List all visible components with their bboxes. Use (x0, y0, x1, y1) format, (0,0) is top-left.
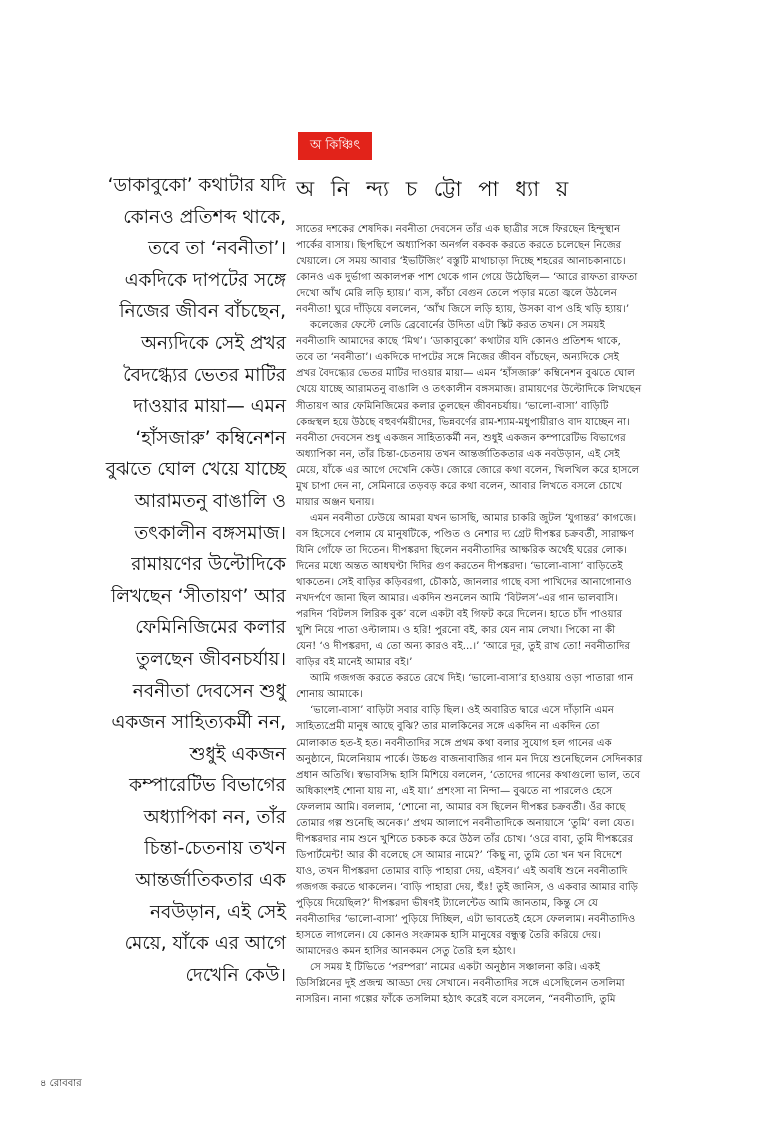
article-line: যিনি গোঁফে তা দিতেন। দীপঙ্করদা ছিলেন নবনীতাদির আক্ষরিক অর্থেই ঘরের লোক। (296, 544, 627, 556)
article-line: যেন! ‘ও দীপঙ্করদা, এ তো অন্য কারও বই...।’ ‘আরে দূর, তুই রাখ তো! নবনীতাদির (296, 641, 631, 653)
article-line: গজগজ করতে থাকলেন। ‘বাড়ি পাহারা দেয়, হুঁঃ! তুই জানিস, ও একবার আমার বাড়ি (296, 881, 639, 893)
pull-quote-line: একজন সাহিত্যকর্মী নন, (111, 712, 286, 734)
article-line: নবনীতাদির ‘ভালো-বাসা’ পুড়িয়ে দিচ্ছিল, এটা ভাবতেই হেসে ফেললাম। নবনীতাদিও (296, 914, 636, 926)
article-paragraph (296, 318, 714, 511)
article-line: এমন নবনীতা ঢেউয়ে আমরা যখন ভাসছি, আমার চাকরি জুটল ‘যুগান্তর’ কাগজে। (310, 512, 637, 524)
pull-quote-line: চিন্তা-চেতনায় তখন (144, 838, 286, 860)
article-paragraph (296, 703, 714, 960)
article-line: মায়ার অঞ্জন ঘনায়। (296, 496, 375, 508)
article-line: কোনও এক দুর্ভাগা অকালপক্ব পাশ থেকে গান গেয়ে উঠেছিল— ‘আরে রাফতা রাফতা (296, 272, 638, 284)
pull-quote-line: অন্যদিকে সেই প্রখর (140, 332, 286, 354)
section-tag: অ কিঞ্চিৎ (298, 132, 372, 160)
article-line: নাসরিন। নানা গল্পের ফাঁকে তসলিমা হঠাৎ করেই বলে বসলেন, “নবনীতাদি, তুমি (296, 994, 616, 1006)
article-line: কেন্দ্রস্থল হয়ে উঠছে বহুবর্ণময়ীদের, ভিন্নবর্ণের রাম-শ্যাম-মধুপায়ীরাও বাদ যাচ্ছেন না। (296, 416, 630, 428)
article-line: মুখ চাপা দেন না, সেমিনারে তড়বড় করে কথা বলেন, আবার লিখতে বসলে চোখে (296, 480, 623, 492)
article-line: ডিপার্টমেন্ট! আর কী বলেছে সে আমার নামে?’ ‘কিছু না, তুমি তো খন খন বিদেশে (296, 849, 622, 861)
article-line: সীতায়ণ আর ফেমিনিজিমের কলার তুলছেন জীবনচর্যায়। ‘ভালো-বাসা’ বাড়িটি (296, 400, 609, 412)
pull-quote-line: তবে তা ‘নবনীতা’। (148, 238, 286, 260)
pull-quote-line: দেখেনি কেউ। (185, 964, 286, 986)
article-line: কলেজের ফেস্টে লেডি ব্রেবোর্নের উদিতা এটা স্কিট করত তখন। সে সময়ই (310, 320, 605, 332)
article-line: ডিসিপ্লিনের দুই প্রজন্ম আড্ডা দেয় সেখানে। নবনীতাদির সঙ্গে এসেছিলেন তসলিমা (296, 978, 625, 990)
article-paragraph (296, 222, 714, 318)
pull-quote-line: ‘ডাকাবুকো’ কথাটার যদি (107, 175, 286, 196)
article-line: অধিকাংশই শোনা যায় না, এই যা।’ প্রশংসা না নিন্দা— বুঝতে না পারলেও হেসে (296, 785, 613, 797)
article-line: পার্কের বাসায়। ছিপছিপে অধ্যাপিকা অনর্গল বকবক করতে করতে চলেছেন নিজের (296, 240, 622, 252)
article-line: আমাদেরও কমন হাসির আনকমন সেতু তৈরি হল হঠাৎ। (296, 946, 516, 958)
pull-quote (40, 170, 286, 991)
pull-quote-line: বুঝতে ঘোল খেয়ে যাচ্ছে (105, 459, 286, 481)
pull-quote-line: ফেমিনিজিমের কলার (135, 617, 286, 639)
article-line: দিনের মধ্যে অন্তত আধঘণ্টা দিদির গুণ করতেন দীপঙ্করদা। ‘ভালো-বাসা’ বাড়িতেই (296, 560, 623, 572)
article-line: পরদিন ‘বিটলস লিরিক বুক’ বলে একটা বই গিফট করে দিলেন। হাতে চাঁদ পাওয়ার (296, 609, 623, 621)
article-line: নখদর্পণে জানা ছিল আমার। একদিন শুনলেন আমি ‘বিটলস’-এর গান ভালবাসি। (296, 593, 618, 605)
article-line: দীপঙ্করদার নাম শুনে খুশিতে চকচক করে উঠল তাঁর চোখ। ‘ওরে বাবা, তুমি দীপঙ্করের (296, 833, 634, 845)
article-line: পুড়িয়ে দিয়েছিল?’ দীপঙ্করদা ভীষণই ট্যালেন্টেড আমি জানতাম, কিন্তু সে যে (296, 897, 598, 909)
pull-quote-line: একদিকে দাপটের সঙ্গে (124, 269, 286, 291)
article-line: ফেললাম আমি। বললাম, ‘শোনো না, আমার বস ছিলেন দীপঙ্কর চক্রবর্তী। ওঁর কাছে (296, 801, 626, 813)
pull-quote-line: রামায়ণের উল্টোদিকে (131, 554, 286, 576)
pull-quote-line: আরামতনু বাঙালি ও (134, 490, 286, 512)
article-line: দেখো আঁখ মেরি লড়ি হ্যায়।’ ব্যস, কাঁচা বেগুন তেলে পড়ার মতো জ্বলে উঠলেন (296, 288, 617, 300)
article-line: খুশি নিয়ে পাতা ওল্টালাম। ও হরি! পুরনো বই, কার যেন নাম লেখা। পিকো না কী (296, 625, 616, 637)
article-body (296, 222, 714, 1008)
article-line: সাতের দশকের শেষদিক। নবনীতা দেবসেন তাঁর এক ছাত্রীর সঙ্গে ফিরছেন হিন্দুস্থান (296, 224, 621, 235)
article-line: প্রখর বৈদগ্ধ্যের ভেতর মাটির দাওয়ার মায়া— এমন ‘হাঁসজারু’ কম্বিনেশন বুঝতে ঘোল (296, 368, 635, 380)
article-line: শোনায় আমাকে। (296, 689, 363, 701)
article-line: ‘ভালো-বাসা’ বাড়িটা সবার বাড়ি ছিল। ওই অবারিত দ্বারে এসে দাঁড়ানি এমন (310, 705, 614, 717)
pull-quote-line: তুলছেন জীবনচর্যায়। (136, 648, 286, 670)
pull-quote-line: মেয়ে, যাঁকে এর আগে (124, 933, 286, 955)
article-line: প্রধান অতিথি। স্বভাবসিদ্ধ হাসি মিশিয়ে বললেন, ‘তোদের গানের কথাগুলো ভাল, তবে (296, 769, 641, 781)
pull-quote-line: লিখছেন ‘সীতায়ণ’ আর (110, 585, 286, 607)
pull-quote-line: অধ্যাপিকা নন, তাঁর (143, 806, 286, 828)
article-line: সে সময় ই টিভিতে ‘পরম্পরা’ নামের একটা অনুষ্ঠান সঞ্চালনা করি। একই (310, 962, 601, 974)
article-paragraph (296, 511, 714, 671)
pull-quote-line: দাওয়ার মায়া— এমন (133, 396, 286, 418)
pull-quote-line: তৎকালীন বঙ্গসমাজ। (134, 522, 286, 544)
article-line: মেয়ে, যাঁকে এর আগে দেখেনি কেউ। জোরে জোরে কথা বলেন, খিলখিল করে হাসলে (296, 464, 640, 476)
article-line: হাসতে লাগলেন। যে কোনও সংক্রামক হাসি মানুষের বন্ধুত্ব তৈরি করিয়ে দেয়। (296, 930, 602, 942)
author-byline: অ নি ন্দ্য চ ট্টো পা ধ্যা য় (296, 177, 574, 201)
article-line: আমি গজগজ করতে করতে রেখে দিই। ‘ভালো-বাসা’র হাওয়ায় ওড়া পাতারা গান (310, 673, 634, 685)
pull-quote-line: আন্তর্জাতিকতার এক (135, 870, 286, 892)
article-line: অধ্যাপিকা নন, তাঁর চিন্তা-চেতনায় তখন আন্তর্জাতিকতার এক নবউড়ান, এই সেই (296, 448, 620, 460)
article-line: মোলাকাত হত-ই হত। নবনীতাদির সঙ্গে প্রথম কথা বলার সুযোগ হল গানের এক (296, 737, 612, 749)
pull-quote-line: নবউড়ান, এই সেই (149, 901, 286, 923)
pull-quote-line: নিজের জীবন বাঁচছেন, (119, 301, 286, 323)
pull-quote-line: কোনও প্রতিশব্দ থাকে, (123, 206, 286, 228)
pull-quote-line: বৈদগ্ধ্যের ভেতর মাটির (123, 364, 286, 386)
article-line: বাড়ির বই মানেই আমার বই।’ (296, 657, 413, 669)
article-line: তবে তা ‘নবনীতা’। একদিকে দাপটের সঙ্গে নিজের জীবন বাঁচছেন, অন্যদিকে সেই (296, 352, 620, 364)
article-line: খেয়ালে। সে সময় আবার ‘ইভটিজিং’ বস্তুটি মাথাচাড়া দিচ্ছে শহরের আনাচকানাচে। (296, 256, 626, 268)
article-line: থাকতেন। সেই বাড়ির কড়িবরগা, চৌকাঠ, জানলার গাছে বসা পাখিদের আনাগোনাও (296, 577, 632, 589)
pull-quote-line: কম্পারেটিভ বিভাগের (129, 775, 286, 797)
pull-quote-line: শুধুই একজন (189, 743, 286, 765)
article-line: নবনীতা দেবসেন শুধু একজন সাহিত্যকর্মী নন, শুধুই একজন কম্পারেটিভ বিভাগের (296, 432, 626, 444)
article-paragraph (296, 960, 714, 1008)
article-line: যাও, তখন দীপঙ্করদা তোমার বাড়ি পাহারা দেয়, এইসব।’ এই অবধি শুনে নবনীতাদি (296, 865, 628, 877)
article-line: তোমার গল্প শুনেছি অনেক।’ প্রথম আলাপে নবনীতাদিকে অনায়াসে ‘তুমি’ বলা যেত। (296, 817, 635, 829)
pull-quote-line: ‘হাঁসজারু’ কম্বিনেশন (135, 427, 286, 449)
article-line: সাহিত্যপ্রেমী মানুষ আছে বুঝি? তার মালকিনের সঙ্গে একদিন না একদিন তো (296, 721, 600, 733)
article-line: বস হিসেবে পেলাম যে মানুষটিকে, পণ্ডিত ও নেশার দ্য গ্রেট দীপঙ্কর চক্রবর্তী, সারাক্ষণ (296, 528, 634, 540)
article-line: খেয়ে যাচ্ছে আরামতনু বাঙালি ও তৎকালীন বঙ্গসমাজ। রামায়ণের উল্টোদিকে লিখছেন (296, 384, 642, 396)
article-paragraph (296, 671, 714, 703)
article-line: নবনীতাদি আমাদের কাছে ‘মিথ’। ‘ডাকাবুকো’ কথাটার যদি কোনও প্রতিশব্দ থাকে, (296, 336, 621, 348)
article-line: অনুষ্ঠানে, মিলেনিয়াম পার্কে। উচ্চগু বাজনাবাজির গান মন দিয়ে শুনেছিলেন সেদিনকার (296, 753, 643, 765)
pull-quote-line: নবনীতা দেবসেন শুধু (132, 680, 286, 702)
page-footer: ৪ রোববার (40, 1078, 82, 1089)
article-line: নবনীতা! ঘুরে দাঁড়িয়ে বললেন, ‘আঁখ জিসে লড়ি হ্যায়, উসকা বাপ ওহি খড়ি হ্যায়।’ (296, 304, 630, 316)
